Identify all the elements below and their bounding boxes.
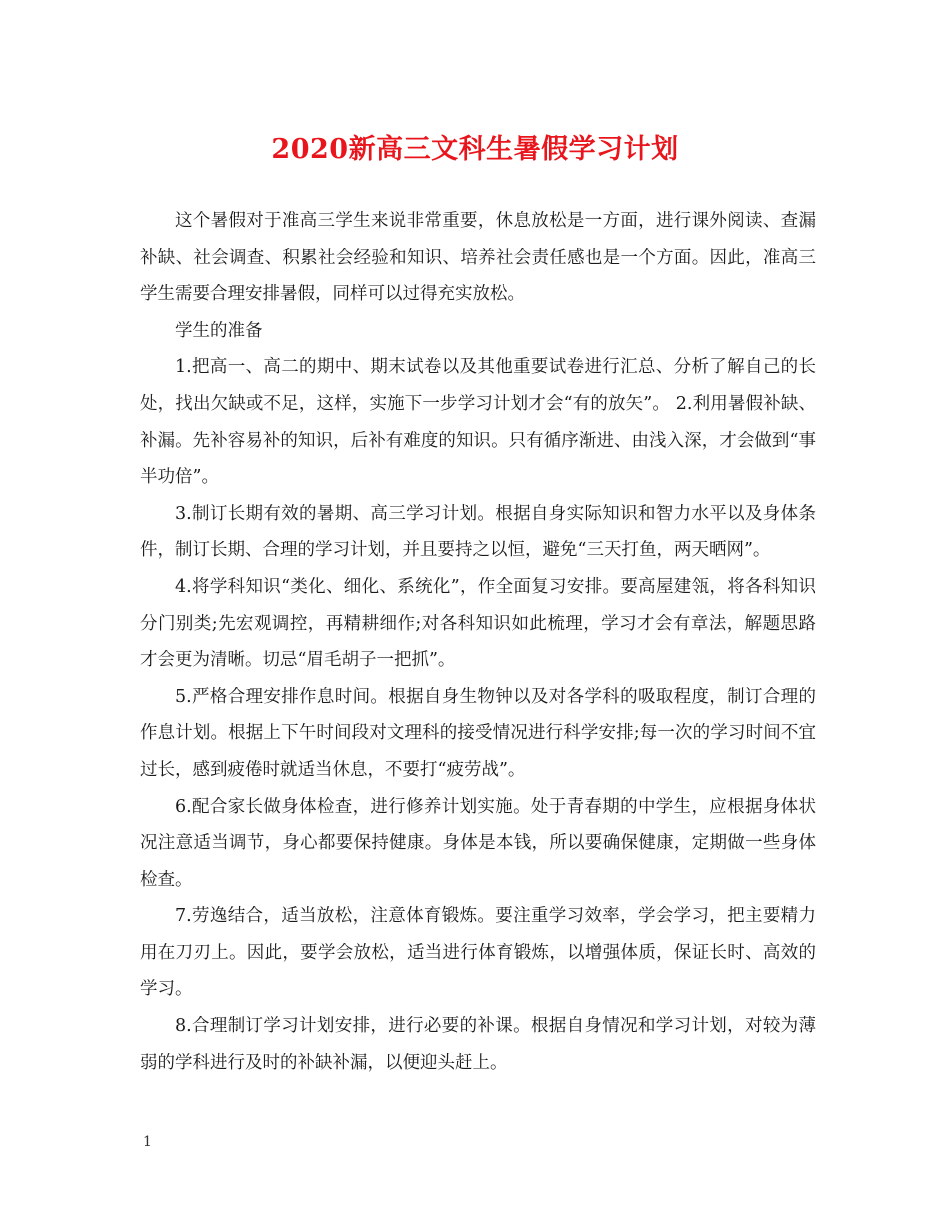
- paragraph-item-4: 4.将学科知识“类化、细化、系统化”，作全面复习安排。要高屋建瓴，将各科知识分门别类;先宏观调控，再精耕细作;对各科知识如此梳理，学习才会有章法，解题思路才会更为清晰。切忌“眉毛胡子一把抓”。: [140, 576, 816, 671]
- paragraph-item-7: 7.劳逸结合，适当放松，注意体育锻炼。要注重学习效率，学会学习，把主要精力用在刀刃上。因此，要学会放松，适当进行体育锻炼，以增强体质，保证长时、高效的学习。: [140, 906, 816, 1000]
- document-title: 2020新高三文科生暑假学习计划: [271, 134, 679, 165]
- paragraph-item-6: 6.配合家长做身体检查，进行修养计划实施。处于青春期的中学生，应根据身体状况注意适当调节，身心都要保持健康。身体是本钱，所以要确保健康，定期做一些身体检查。: [140, 796, 816, 890]
- paragraph-item-8: 8.合理制订学习计划安排，进行必要的补课。根据自身情况和学习计划，对较为薄弱的学科进行及时的补缺补漏，以便迎头赶上。: [140, 1016, 816, 1073]
- paragraph-item-3: 3.制订长期有效的暑期、高三学习计划。根据自身实际知识和智力水平以及身体条件，制订长期、合理的学习计划，并且要持之以恒，避免“三天打鱼，两天晒网”。: [140, 503, 816, 561]
- document-body: [140, 203, 816, 1081]
- paragraph-intro: 这个暑假对于准高三学生来说非常重要，休息放松是一方面，进行课外阅读、查漏补缺、社会调查、积累社会经验和知识、培养社会责任感也是一个方面。因此，准高三学生需要合理安排暑假，同样可以过得充实放松。: [140, 211, 816, 305]
- paragraph-item-1-2: 1.把高一、高二的期中、期末试卷以及其他重要试卷进行汇总、分析了解自己的长处，找出欠缺或不足，这样，实施下一步学习计划才会“有的放矢”。 2.利用暑假补缺、补漏。先补容易补的知识，后补有难度的知识。只有循序渐进、由浅入深，才会做到“事半功倍”。: [140, 357, 816, 488]
- paragraph-section-heading: 学生的准备: [175, 320, 263, 341]
- page-number: 1: [143, 1134, 152, 1150]
- paragraph-item-5: 5.严格合理安排作息时间。根据自身生物钟以及对各学科的吸取程度，制订合理的作息计划。根据上下午时间段对文理科的接受情况进行科学安排;每一次的学习时间不宜过长，感到疲倦时就适当休息，不要打“疲劳战”。: [140, 686, 816, 780]
